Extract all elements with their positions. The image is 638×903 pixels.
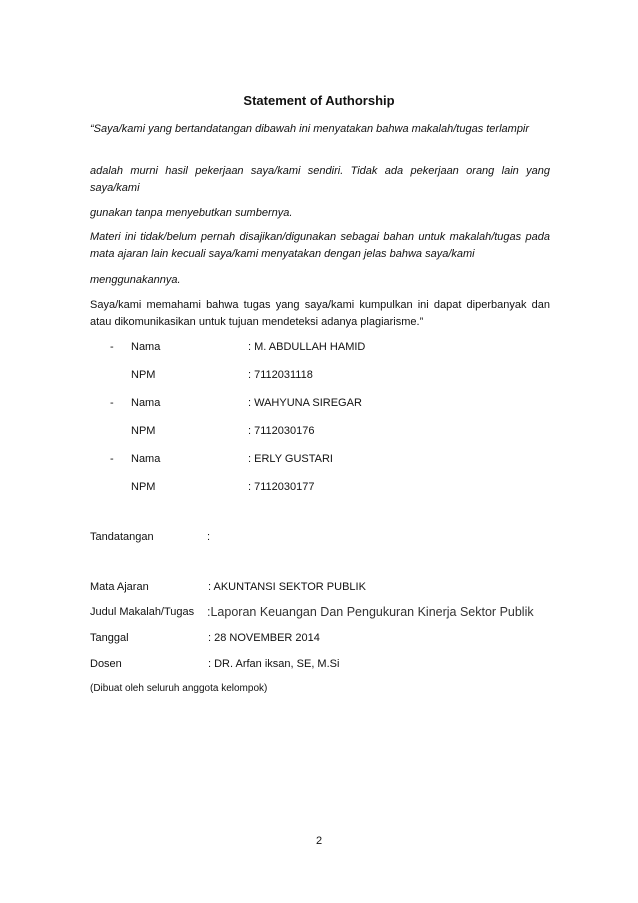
signature-label: Tandatangan — [90, 531, 154, 543]
paragraph-6: Saya/kami memahami bahwa tugas yang saya/kami kumpulkan ini dapat diperbanyak dan atau dikomunikasikan untuk tujuan mendeteksi adanya plagiarisme.” — [90, 299, 550, 328]
signature-colon: : — [207, 531, 211, 543]
mata-ajaran-value: : AKUNTANSI SEKTOR PUBLIK — [208, 581, 366, 593]
member-3-npm-label: NPM — [131, 481, 156, 493]
member-1-name-label: Nama — [131, 341, 161, 353]
member-1-dash: - — [110, 341, 114, 353]
tanggal-label: Tanggal — [90, 632, 129, 644]
paragraph-1: “Saya/kami yang bertandatangan dibawah ini menyatakan bahwa makalah/tugas terlampir — [90, 123, 530, 135]
mata-ajaran-label: Mata Ajaran — [90, 581, 149, 593]
member-1-npm-value: : 7112031118 — [248, 369, 313, 381]
page-number: 2 — [315, 835, 323, 847]
member-2-name-value: : WAHYUNA SIREGAR — [248, 397, 362, 409]
member-2-npm-label: NPM — [131, 425, 156, 437]
paragraph-5: menggunakannya. — [90, 274, 181, 286]
member-3-name-value: : ERLY GUSTARI — [248, 453, 333, 465]
member-1-name-value: : M. ABDULLAH HAMID — [248, 341, 366, 353]
judul-label: Judul Makalah/Tugas — [90, 606, 195, 618]
member-3-dash: - — [110, 453, 114, 465]
dosen-label: Dosen — [90, 658, 122, 670]
paragraph-4: Materi ini tidak/belum pernah disajikan/digunakan sebagai bahan untuk makalah/tugas pada mata ajaran lain kecuali saya/kami menyatakan dengan jelas bahwa saya/kami — [90, 231, 550, 260]
member-3-npm-value: : 7112030177 — [248, 481, 315, 493]
judul-value: :Laporan Keuangan Dan Pengukuran Kinerja Sektor Publik — [207, 605, 534, 619]
member-3-name-label: Nama — [131, 453, 161, 465]
member-2-npm-value: : 7112030176 — [248, 425, 315, 437]
tanggal-value: : 28 NOVEMBER 2014 — [208, 632, 320, 644]
dosen-value: : DR. Arfan iksan, SE, M.Si — [208, 658, 340, 670]
paragraph-3: gunakan tanpa menyebutkan sumbernya. — [90, 207, 293, 219]
page-title: Statement of Authorship — [243, 93, 395, 108]
member-2-dash: - — [110, 397, 114, 409]
member-2-name-label: Nama — [131, 397, 161, 409]
group-note: (Dibuat oleh seluruh anggota kelompok) — [90, 683, 268, 694]
member-1-npm-label: NPM — [131, 369, 156, 381]
paragraph-2: adalah murni hasil pekerjaan saya/kami sendiri. Tidak ada pekerjaan orang lain yang saya/kami — [90, 165, 550, 194]
